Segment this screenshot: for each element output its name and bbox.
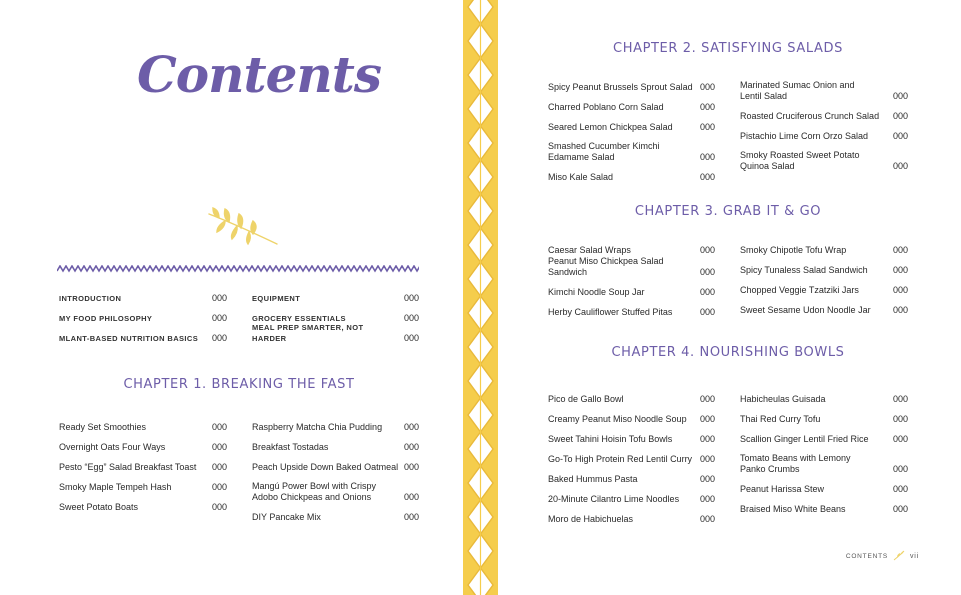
list-item[interactable]: Creamy Peanut Miso Noodle Soup 000 <box>548 414 715 424</box>
list-item[interactable]: 20-Minute Cilantro Lime Noodles 000 <box>548 494 715 504</box>
list-item[interactable]: Spicy Peanut Brussels Sprout Salad 000 <box>548 82 715 92</box>
list-item[interactable]: Kimchi Noodle Soup Jar 000 <box>548 287 715 297</box>
list-item[interactable]: Smashed Cucumber Kimchi Edamame Salad 000 <box>548 141 715 162</box>
list-item[interactable]: MLANT-BASED NUTRITION BASICS 000 <box>59 333 227 343</box>
list-item[interactable]: Caesar Salad Wraps 000 <box>548 245 715 255</box>
right-page <box>498 0 961 595</box>
list-item[interactable]: Tomato Beans with Lemony Panko Crumbs 000 <box>740 453 908 474</box>
chapter-4-heading: CHAPTER 4. NOURISHING BOWLS <box>611 345 845 360</box>
chapter-3-list-left <box>548 236 715 318</box>
list-item[interactable]: Charred Poblano Corn Salad 000 <box>548 102 715 112</box>
list-item[interactable]: Mangú Power Bowl with Crispy Adobo Chickpeas and Onions 000 <box>252 481 419 502</box>
chapter-2-list-left <box>548 73 715 183</box>
list-item[interactable]: Pistachio Lime Corn Orzo Salad 000 <box>740 131 908 141</box>
list-item[interactable]: Peach Upside Down Baked Oatmeal 000 <box>252 462 419 472</box>
list-item[interactable]: Scallion Ginger Lentil Fried Rice 000 <box>740 434 908 444</box>
list-item[interactable]: Go-To High Protein Red Lentil Curry 000 <box>548 454 715 464</box>
chapter-4-list-left <box>548 385 715 525</box>
list-item[interactable]: Spicy Tunaless Salad Sandwich 000 <box>740 265 908 275</box>
list-item[interactable]: Baked Hummus Pasta 000 <box>548 474 715 484</box>
list-item[interactable]: Peanut Harissa Stew 000 <box>740 484 908 494</box>
chapter-1-list-right <box>252 413 419 523</box>
list-item[interactable]: Miso Kale Salad 000 <box>548 172 715 182</box>
leaf-sprig-icon <box>205 206 281 250</box>
list-item[interactable]: Roasted Cruciferous Crunch Salad 000 <box>740 111 908 121</box>
list-item[interactable]: MY FOOD PHILOSOPHY 000 <box>59 313 227 323</box>
chapter-3-heading: CHAPTER 3. GRAB IT & GO <box>634 204 822 219</box>
list-item[interactable]: Moro de Habichuelas 000 <box>548 514 715 524</box>
list-item[interactable]: Braised Miso White Beans 000 <box>740 504 908 514</box>
chapter-2-heading: CHAPTER 2. SATISFYING SALADS <box>613 41 843 56</box>
list-item[interactable]: Raspberry Matcha Chia Pudding 000 <box>252 422 419 432</box>
list-item[interactable]: Pesto “Egg” Salad Breakfast Toast 000 <box>59 462 227 472</box>
list-item[interactable]: Marinated Sumac Onion and Lentil Salad 000 <box>740 80 908 101</box>
page-number: vii <box>909 552 919 560</box>
intro-list-right <box>252 284 419 344</box>
footer-label: CONTENTS <box>845 552 888 560</box>
list-item[interactable]: Chopped Veggie Tzatziki Jars 000 <box>740 285 908 295</box>
list-item[interactable]: MEAL PREP SMARTER, NOT HARDER 000 <box>252 323 419 343</box>
chapter-4-list-right <box>740 385 908 515</box>
list-item[interactable]: Pico de Gallo Bowl 000 <box>548 394 715 404</box>
list-item[interactable]: Smoky Chipotle Tofu Wrap 000 <box>740 245 908 255</box>
list-item[interactable]: EQUIPMENT 000 <box>252 293 419 303</box>
list-item[interactable]: Overnight Oats Four Ways 000 <box>59 442 227 452</box>
list-item[interactable]: Seared Lemon Chickpea Salad 000 <box>548 122 715 132</box>
list-item[interactable]: Sweet Tahini Hoisin Tofu Bowls 000 <box>548 434 715 444</box>
list-item[interactable]: Ready Set Smoothies 000 <box>59 422 227 432</box>
list-item[interactable]: Herby Cauliflower Stuffed Pitas 000 <box>548 307 715 317</box>
list-item[interactable]: DIY Pancake Mix 000 <box>252 512 419 522</box>
intro-list-left <box>59 284 227 344</box>
spine-pattern <box>463 0 498 595</box>
page-footer <box>846 550 919 562</box>
list-item[interactable]: INTRODUCTION 000 <box>59 293 227 303</box>
list-item[interactable]: Smoky Maple Tempeh Hash 000 <box>59 482 227 492</box>
chapter-3-list-right <box>740 236 908 316</box>
list-item[interactable]: Thai Red Curry Tofu 000 <box>740 414 908 424</box>
chapter-1-list-left <box>59 413 227 513</box>
list-item[interactable]: Sweet Potato Boats 000 <box>59 502 227 512</box>
left-page <box>0 0 463 595</box>
page-title: Contents <box>137 45 382 104</box>
list-item[interactable]: Sweet Sesame Udon Noodle Jar 000 <box>740 305 908 315</box>
chapter-1-heading: CHAPTER 1. BREAKING THE FAST <box>123 377 355 392</box>
list-item[interactable]: Smoky Roasted Sweet Potato Quinoa Salad 000 <box>740 150 908 171</box>
list-item[interactable]: Habicheulas Guisada 000 <box>740 394 908 404</box>
chapter-2-list-right <box>740 72 908 172</box>
leaf-small-icon <box>892 550 906 562</box>
list-item[interactable]: Breakfast Tostadas 000 <box>252 442 419 452</box>
list-item[interactable]: Peanut Miso Chickpea Salad Sandwich 000 <box>548 256 715 277</box>
list-item[interactable]: GROCERY ESSENTIALS 000 <box>252 313 419 323</box>
decorative-divider <box>57 265 419 273</box>
